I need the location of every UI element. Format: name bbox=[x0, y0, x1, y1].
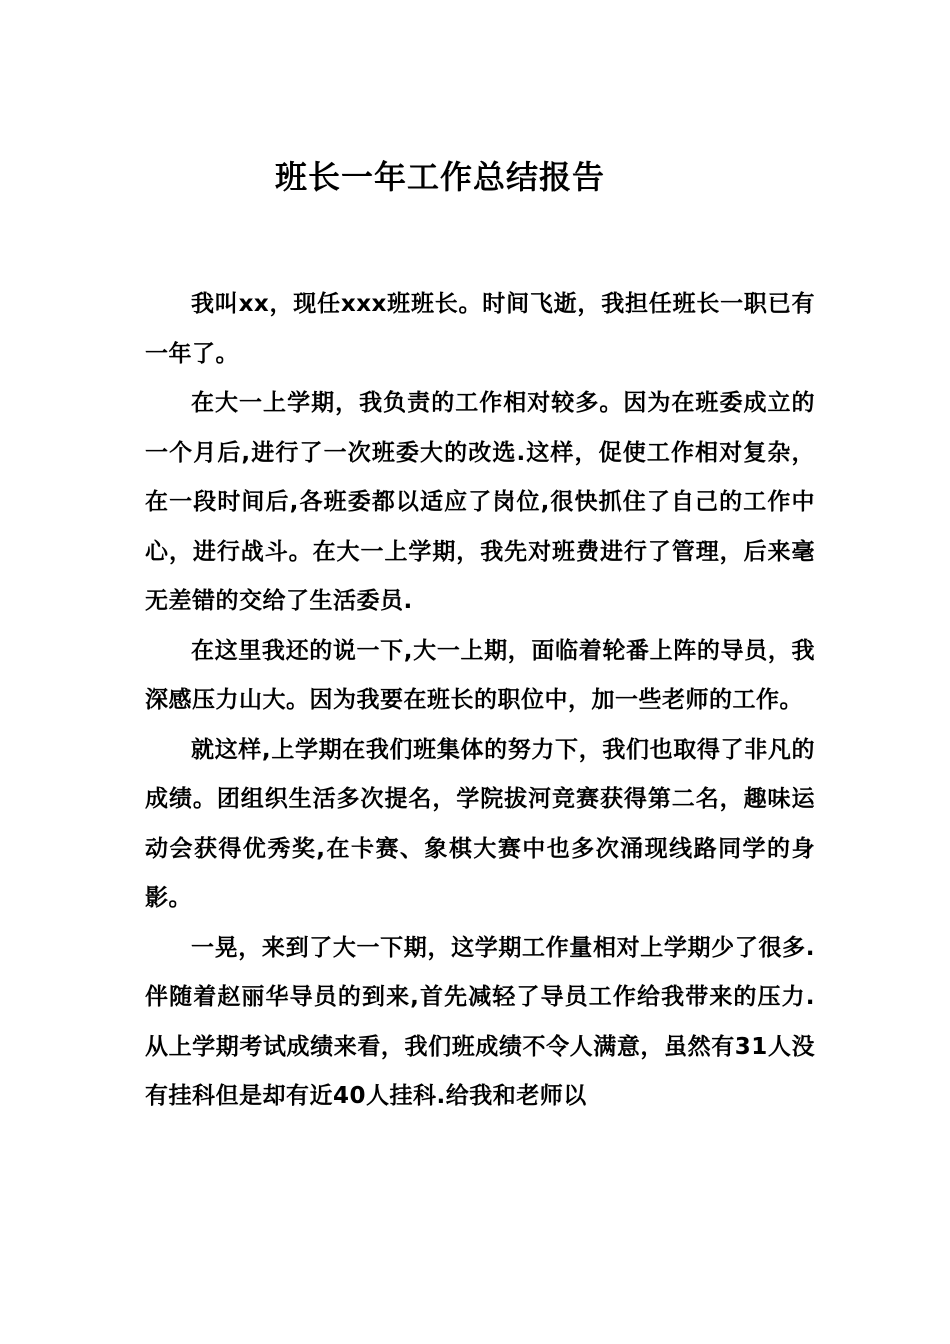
paragraph-5: 一晃，来到了大一下期，这学期工作量相对上学期少了很多.伴随着赵丽华导员的到来,首先减轻了导员工作给我带来的压力.从上学期考试成绩来看，我们班成绩不令人满意，虽然有31人没有挂科但是却有近40人挂科.给我和老师以 bbox=[145, 934, 815, 1109]
paragraph-2: 在大一上学期，我负责的工作相对较多。因为在班委成立的一个月后,进行了一次班委大的改选.这样，促使工作相对复杂，在一段时间后,各班委都以适应了岗位,很快抓住了自己的工作中心，进行战斗。在大一上学期，我先对班费进行了管理，后来毫无差错的交给了生活委员. bbox=[145, 390, 815, 614]
paragraph-3: 在这里我还的说一下,大一上期，面临着轮番上阵的导员，我深感压力山大。因为我要在班长的职位中，加一些老师的工作。 bbox=[145, 637, 815, 713]
paragraph-1: 我叫xx，现任xxx班班长。时间飞逝，我担任班长一职已有一年了。 bbox=[145, 291, 815, 367]
document-title: 班长一年工作总结报告 bbox=[274, 158, 605, 196]
document-body bbox=[145, 280, 815, 1122]
paragraph-4: 就这样,上学期在我们班集体的努力下，我们也取得了非凡的成绩。团组织生活多次提名，学院拔河竞赛获得第二名，趣味运动会获得优秀奖,在卡赛、象棋大赛中也多次涌现线路同学的身影。 bbox=[145, 736, 815, 911]
